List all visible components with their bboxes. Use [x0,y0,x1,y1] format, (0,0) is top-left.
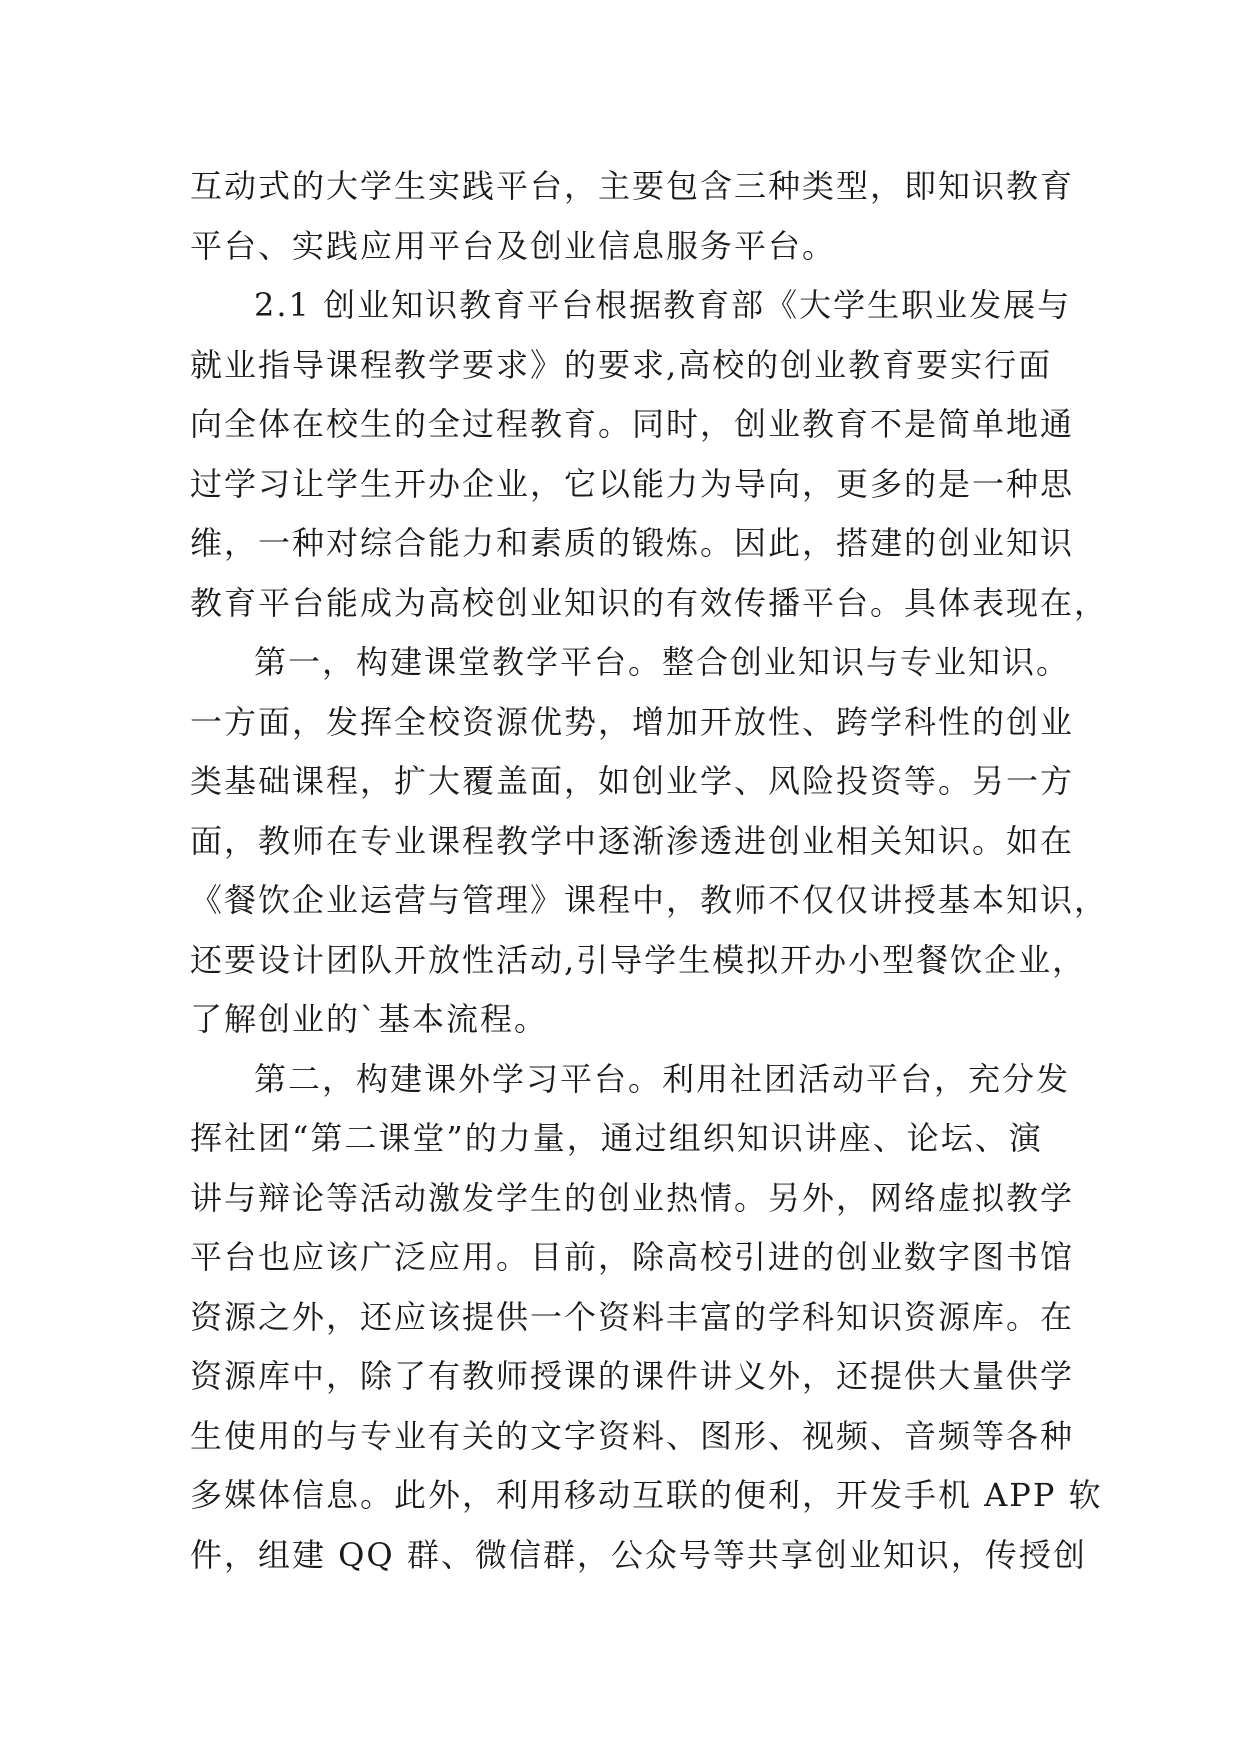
paragraph-first-line: 第二，构建课外学习平台。利用社团活动平台，充分发 [254,1059,1071,1098]
text-line: 资源之外，还应该提供一个资料丰富的学科知识资源库。在 [190,1297,1075,1336]
text-line: 过学习让学生开办企业，它以能力为导向，更多的是一种思 [190,464,1075,503]
text-line: 维，一种对综合能力和素质的锻炼。因此，搭建的创业知识 [190,524,1075,562]
text-line: 《餐饮企业运营与管理》课程中，教师不仅仅讲授基本知识， [190,881,1109,919]
body-text [190,157,1109,1585]
text-line: 挥社团“第二课堂”的力量，通过组织知识讲座、论坛、演 [190,1119,1043,1157]
text-line: 生使用的与专业有关的文字资料、图形、视频、音频等各种 [190,1416,1075,1455]
text-line: 教育平台能成为高校创业知识的有效传播平台。具体表现在， [190,583,1109,622]
text-line: 平台、实践应用平台及创业信息服务平台。 [190,226,837,265]
text-line: 件，组建 QQ 群、微信群，公众号等共享创业知识，传授创 [190,1535,1087,1574]
text-line: 平台也应该广泛应用。目前，除高校引进的创业数字图书馆 [190,1238,1075,1276]
paragraph-first-line: 第一，构建课堂教学平台。整合创业知识与专业知识。 [254,643,1071,681]
section-heading-line: 2.1 创业知识教育平台根据教育部《大学生职业发展与 [254,286,1072,324]
text-line: 类基础课程，扩大覆盖面，如创业学、风险投资等。另一方 [190,762,1075,800]
text-line: 了解创业的`基本流程。 [190,1000,549,1038]
text-line: 讲与辩论等活动激发学生的创业热情。另外，网络虚拟教学 [190,1178,1075,1217]
text-line: 一方面，发挥全校资源优势，增加开放性、跨学科性的创业 [190,702,1075,741]
text-line: 还要设计团队开放性活动,引导学生模拟开办小型餐饮企业， [190,940,1087,979]
text-line: 面，教师在专业课程教学中逐渐渗透进创业相关知识。如在 [190,821,1075,860]
text-line: 互动式的大学生实践平台，主要包含三种类型，即知识教育 [190,167,1075,205]
text-line: 多媒体信息。此外，利用移动互联的便利，开发手机 APP 软 [190,1476,1103,1514]
text-line: 就业指导课程教学要求》的要求,高校的创业教育要实行面 [190,345,1053,384]
text-line: 资源库中，除了有教师授课的课件讲义外，还提供大量供学 [190,1357,1075,1395]
text-line: 向全体在校生的全过程教育。同时，创业教育不是简单地通 [190,405,1075,443]
